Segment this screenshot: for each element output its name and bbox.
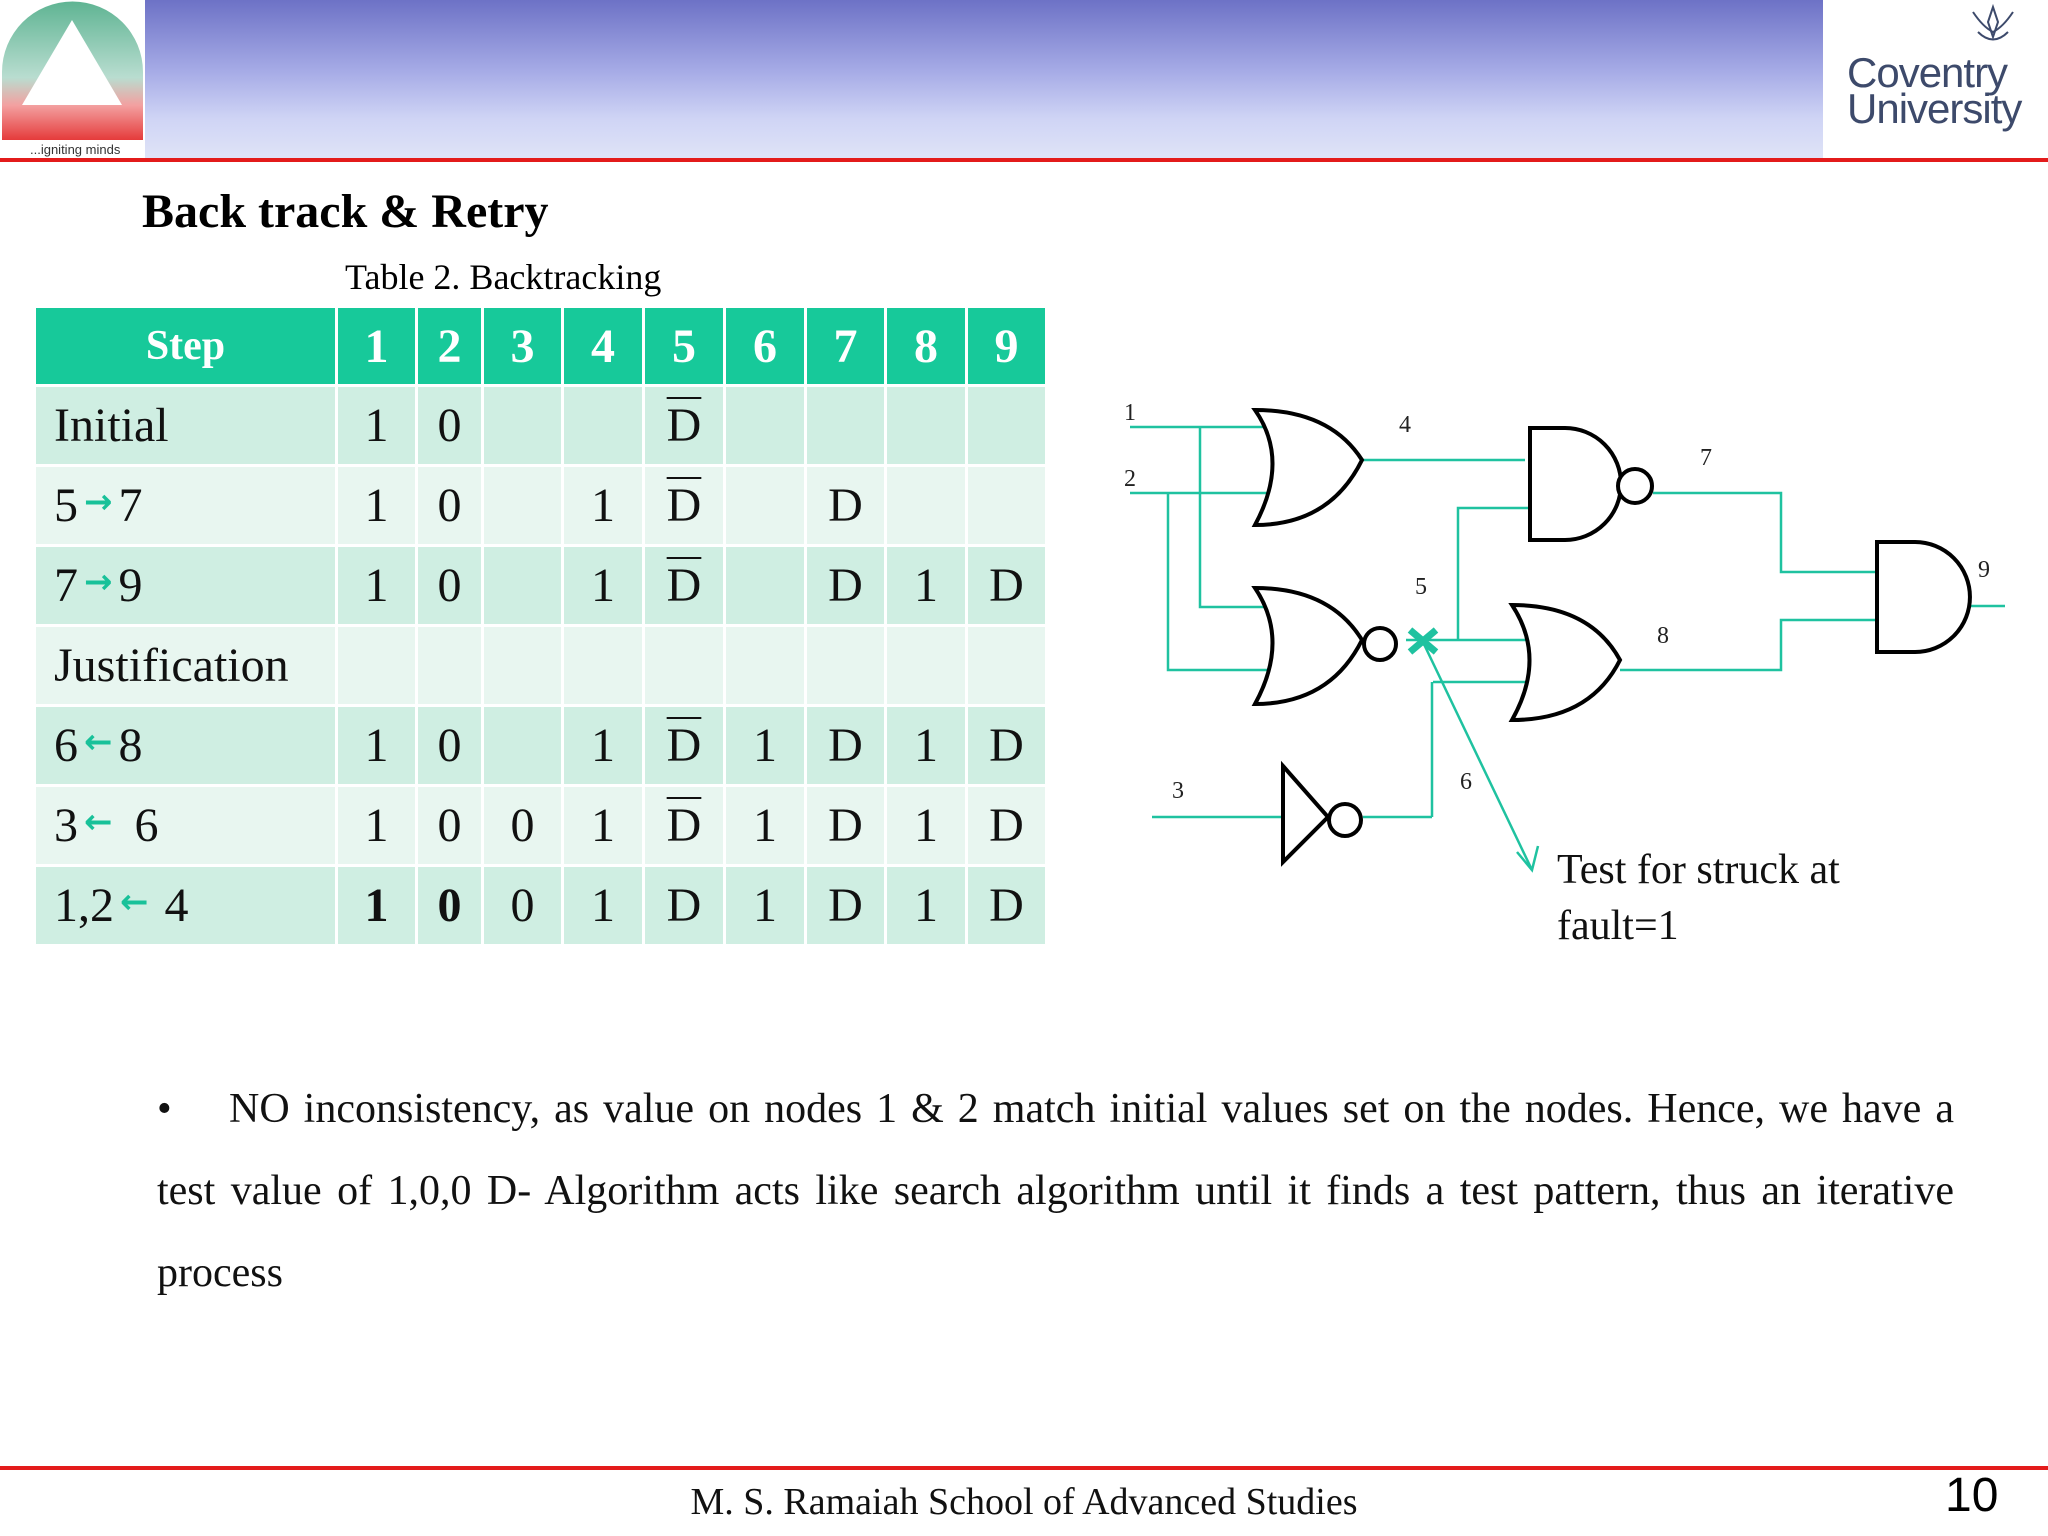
table-cell: 0 — [483, 866, 563, 946]
node-label-9: 9 — [1978, 557, 1990, 583]
table-cell: 1 — [337, 866, 417, 946]
col-header-step: Step — [35, 307, 337, 386]
nor-gate-5 — [1255, 588, 1362, 704]
table-cell: 1 — [337, 706, 417, 786]
node-label-2: 2 — [1124, 466, 1136, 492]
table-cell: D — [967, 866, 1047, 946]
left-logo — [0, 0, 145, 158]
fault-arrow — [1422, 640, 1532, 870]
bullet-paragraph: • NO inconsistency, as value on nodes 1 & 2 match initial values set on the nodes. Hence, we have a test value of 1,0,0 D- Algorithm acts like search algorithm until it finds a test pattern, thus an iterative process — [157, 1068, 1954, 1314]
header-divider — [0, 158, 2048, 162]
table-cell: 1 — [725, 786, 806, 866]
arrow-left-icon: ← — [120, 882, 149, 922]
col-header-1: 1 — [337, 307, 417, 386]
right-logo — [1823, 0, 2048, 158]
col-header-7: 7 — [806, 307, 886, 386]
node-label-6: 6 — [1460, 769, 1472, 795]
table-cell — [483, 546, 563, 626]
table-cell: $\overline{D}$ — [644, 786, 725, 866]
bullet-icon: • — [157, 1086, 172, 1132]
table-cell — [725, 546, 806, 626]
table-cell: 1 — [337, 546, 417, 626]
table-cell: D — [806, 706, 886, 786]
or-gate-8 — [1512, 605, 1620, 720]
col-header-4: 4 — [563, 307, 644, 386]
table-cell: D — [967, 786, 1047, 866]
table-cell — [483, 386, 563, 466]
row-label: 7 → 9 — [35, 546, 337, 626]
col-header-6: 6 — [725, 307, 806, 386]
table-cell: 0 — [417, 706, 483, 786]
table-row — [35, 466, 1047, 546]
table-cell — [483, 706, 563, 786]
table-cell — [337, 626, 417, 706]
table-cell — [563, 386, 644, 466]
node-label-7: 7 — [1700, 445, 1712, 471]
table-row — [35, 546, 1047, 626]
arrow-right-icon: → — [84, 482, 113, 522]
msrsas-logo-icon — [0, 0, 145, 150]
table-cell: 1 — [563, 546, 644, 626]
row-label: 5 → 7 — [35, 466, 337, 546]
row-label: Initial — [35, 386, 337, 466]
coventry-text: Coventry — [1847, 49, 2008, 96]
table-cell: D — [806, 546, 886, 626]
table-cell: $\overline{D}$ — [644, 706, 725, 786]
col-header-3: 3 — [483, 307, 563, 386]
header-banner — [145, 0, 1823, 158]
table-cell: $\overline{D}$ — [644, 386, 725, 466]
table-row — [35, 786, 1047, 866]
table-cell: 1 — [563, 786, 644, 866]
table-cell — [967, 466, 1047, 546]
arrow-right-icon: → — [84, 562, 113, 602]
table-cell: D — [806, 786, 886, 866]
table-cell: $\overline{D}$ — [644, 546, 725, 626]
table-cell — [886, 386, 967, 466]
table-cell: 0 — [417, 786, 483, 866]
or-gate-4 — [1255, 410, 1362, 525]
table-header-row — [35, 307, 1047, 386]
slide-header — [0, 0, 2048, 158]
table-cell — [806, 626, 886, 706]
table-cell: 1 — [337, 466, 417, 546]
footer-school: M. S. Ramaiah School of Advanced Studies — [690, 1481, 1358, 1523]
backtracking-table — [33, 305, 1048, 947]
arrow-left-icon: ← — [84, 802, 113, 842]
table-cell: 1 — [725, 866, 806, 946]
wire-7 — [1653, 493, 1877, 572]
not-gate-6 — [1283, 766, 1328, 862]
table-cell: 1 — [563, 706, 644, 786]
table-cell — [725, 466, 806, 546]
row-label: Justification — [35, 626, 337, 706]
table-cell — [886, 466, 967, 546]
and-gate-9 — [1877, 542, 1970, 652]
table-cell: 1 — [886, 546, 967, 626]
table-cell — [725, 386, 806, 466]
col-header-5: 5 — [644, 307, 725, 386]
node-label-8: 8 — [1657, 623, 1669, 649]
node-label-4: 4 — [1399, 412, 1411, 438]
row-label: 1,2 ← 4 — [35, 866, 337, 946]
table-cell: 1 — [563, 466, 644, 546]
table-cell: 1 — [886, 706, 967, 786]
nand-gate-7 — [1530, 428, 1621, 540]
table-cell — [886, 626, 967, 706]
table-cell: 0 — [417, 386, 483, 466]
row-label: 3 ← 6 — [35, 786, 337, 866]
node-label-3: 3 — [1172, 778, 1184, 804]
wire-1-branch — [1200, 427, 1265, 607]
col-header-2: 2 — [417, 307, 483, 386]
table-cell — [725, 626, 806, 706]
table-cell: D — [967, 706, 1047, 786]
table-cell: 0 — [417, 546, 483, 626]
table-row — [35, 866, 1047, 946]
table-caption: Table 2. Backtracking — [345, 257, 662, 297]
university-text: University — [1847, 85, 2022, 132]
table-cell: D — [644, 866, 725, 946]
col-header-8: 8 — [886, 307, 967, 386]
table-row — [35, 706, 1047, 786]
table-cell: 1 — [563, 866, 644, 946]
logo-tagline: ...igniting minds — [30, 142, 121, 157]
table-cell: 1 — [886, 786, 967, 866]
table-cell: 1 — [886, 866, 967, 946]
slide-title: Back track & Retry — [142, 185, 549, 238]
logic-circuit-diagram — [1100, 380, 2020, 900]
table-cell: 1 — [337, 786, 417, 866]
table-cell: 0 — [417, 866, 483, 946]
node-label-1: 1 — [1124, 400, 1136, 426]
table-cell: 1 — [725, 706, 806, 786]
table-cell — [806, 386, 886, 466]
table-cell — [644, 626, 725, 706]
row-label: 6 ← 8 — [35, 706, 337, 786]
table-cell: 0 — [483, 786, 563, 866]
wire-5-branch — [1458, 508, 1528, 640]
table-cell — [563, 626, 644, 706]
footer-divider — [0, 1466, 2048, 1470]
table-row — [35, 386, 1047, 466]
table-cell: D — [806, 466, 886, 546]
col-header-9: 9 — [967, 307, 1047, 386]
table-cell — [967, 626, 1047, 706]
page-number: 10 — [1945, 1469, 1999, 1522]
table-cell: 0 — [417, 466, 483, 546]
table-cell — [483, 466, 563, 546]
table-cell — [417, 626, 483, 706]
node-label-5: 5 — [1415, 574, 1427, 600]
table-cell: D — [967, 546, 1047, 626]
fault-note: Test for struck at fault=1 — [1557, 847, 1840, 949]
table-cell: 1 — [337, 386, 417, 466]
table-cell: D — [806, 866, 886, 946]
eagle-crest-icon — [1963, 2, 2023, 52]
table-cell — [483, 626, 563, 706]
table-cell: $\overline{D}$ — [644, 466, 725, 546]
table-row — [35, 626, 1047, 706]
arrow-left-icon: ← — [84, 722, 113, 762]
table-cell — [967, 386, 1047, 466]
